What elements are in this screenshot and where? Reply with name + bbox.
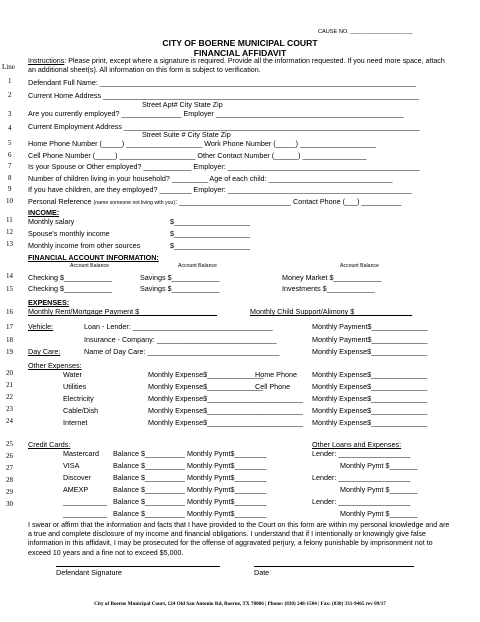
checking-2-field[interactable]: Checking $____________ (28, 284, 112, 293)
spouse-income-field[interactable]: $___________________ (170, 229, 250, 238)
line-number: 19 (6, 348, 13, 356)
monthly-salary-field[interactable]: $___________________ (170, 217, 250, 226)
water-label: Water (63, 370, 82, 379)
other-lender-field[interactable]: Lender: __________________ (312, 473, 411, 482)
personal-reference-blank: : ____________________________ Contact Phone (___) __________ (175, 197, 402, 206)
instructions-label: Instructions (28, 57, 65, 65)
account-balance-label: Account Balance (178, 263, 217, 269)
signature-line[interactable] (56, 566, 220, 567)
instructions-text: : Please print, except where a signature is required. Provide all the information requested. If you need more space, attach an additional sheet(s). All information on this form is subject to verification. (28, 57, 445, 75)
other-expense-name-field[interactable]: ____________ (255, 394, 303, 403)
mortgage-field[interactable]: Monthly Rent/Mortgage Payment $ ___________________ (28, 307, 218, 316)
other-expense-field[interactable]: Monthly Expense$______________ (312, 418, 428, 427)
cause-number[interactable]: CAUSE NO. ____________________ (318, 29, 413, 35)
account-balance-label: Account Balance (70, 263, 109, 269)
internet-label: Internet (63, 418, 88, 427)
employment-status-field[interactable]: Are you currently employed? _______________ Employer _______________________________________________ (28, 109, 404, 118)
card-balance-payment-field[interactable]: Balance $__________ Monthly Pymt$________ (113, 449, 267, 458)
home-address-field[interactable]: Current Home Address _______________________________________________________________________________ (28, 91, 419, 100)
line-number: 4 (8, 124, 12, 132)
other-lender-payment-field[interactable]: Monthly Pymt $_______ (340, 509, 418, 518)
line-number: 28 (6, 476, 13, 484)
personal-reference-label: Personal Reference (28, 197, 94, 206)
day-care-expense-field[interactable]: Monthly Expense$______________ (312, 347, 428, 356)
footer-contact: City of Boerne Municipal Court, 124 Old San Antonio Rd, Boerne, TX 78006 | Phone: (830) 248-1504 | Fax: (830) 331-9465 rev 09/17 (94, 601, 386, 607)
line-number: 25 (6, 440, 13, 448)
line-number: 3 (8, 110, 12, 118)
employment-address-sublabels: Street Suite # City State Zip (142, 130, 231, 139)
other-expense-name-field[interactable]: ____________ (255, 418, 303, 427)
line-number: 1 (8, 77, 12, 85)
line-number: 6 (8, 151, 12, 159)
other-expense-name-field[interactable]: ____________ (255, 406, 303, 415)
other-expense-field[interactable]: Monthly Expense$______________ (312, 394, 428, 403)
cell-phone-expense-field[interactable]: Monthly Expense$______________ (312, 382, 428, 391)
line-number: 24 (6, 417, 13, 425)
money-market-field[interactable]: Money Market $____________ (282, 273, 382, 282)
line-number: 9 (8, 185, 12, 193)
day-care-name-field[interactable]: Name of Day Care: _________________________________ (84, 347, 280, 356)
line-number: 7 (8, 162, 12, 170)
spouse-income-label: Spouse's monthly income (28, 229, 110, 238)
credit-cards-label: Credit Cards: (28, 440, 71, 449)
line-number: 10 (6, 197, 13, 205)
other-loans-label: Other Loans and Expenses: (312, 440, 402, 449)
other-lender-payment-field[interactable]: Monthly Pymt $_______ (340, 461, 418, 470)
insurance-payment-field[interactable]: Monthly Payment$______________ (312, 335, 428, 344)
line-number: 13 (6, 240, 13, 248)
phone-numbers-field[interactable]: Home Phone Number (_____) ___________________ Work Phone Number (_____) ___________________ (28, 139, 376, 148)
savings-2-field[interactable]: Savings $____________ (140, 284, 220, 293)
line-number: 12 (6, 228, 13, 236)
line-number: 26 (6, 452, 13, 460)
employment-address-field[interactable]: Current Employment Address __________________________________________________________________________ (28, 122, 420, 131)
line-number: 11 (6, 216, 13, 224)
affirmation-statement: I swear or affirm that the information and facts that I have provided to the Court on this form are within my personal knowledge and are a true and complete disclosure of my income and financial obligations. I understand that if I intentionally or knowingly give false information in this affidavit, I may be prosecuted for the offense of aggravated perjury, a felony punishable by imprisonment not to exceed 10 years and a fine not to exceed $5,000. (28, 521, 450, 557)
other-card-name-field[interactable]: ___________ (63, 509, 107, 518)
cable-dish-label: Cable/Dish (63, 406, 99, 415)
line-column-header: Line (2, 63, 15, 71)
other-income-field[interactable]: $___________________ (170, 241, 250, 250)
day-care-label: Day Care: (28, 347, 61, 356)
line-number: 17 (6, 323, 13, 331)
line-number: 2 (8, 91, 12, 99)
line-number: 27 (6, 464, 13, 472)
line-number: 21 (6, 381, 13, 389)
line-number: 15 (6, 285, 13, 293)
personal-reference-field[interactable] (28, 197, 401, 206)
electricity-label: Electricity (63, 394, 94, 403)
other-lender-field[interactable]: Lender: __________________ (312, 497, 411, 506)
amex-label: AMEXP (63, 485, 89, 494)
line-number: 30 (6, 500, 13, 508)
home-phone-expense-field[interactable]: Monthly Expense$______________ (312, 370, 428, 379)
line-number: 5 (8, 139, 12, 147)
children-employed-field[interactable]: If you have children, are they employed? ________ Employer: ______________________________________________ (28, 185, 412, 194)
other-income-label: Monthly income from other sources (28, 241, 141, 250)
line-number: 29 (6, 488, 13, 496)
line-number: 14 (6, 272, 13, 280)
vehicle-label: Vehicle: (28, 322, 54, 331)
form-title: CITY OF BOERNE MUNICIPAL COURT (162, 38, 318, 48)
line-number: 23 (6, 405, 13, 413)
other-lender-field[interactable]: Lender: __________________ (312, 449, 411, 458)
income-heading: INCOME: (28, 208, 60, 217)
home-phone-label: Home Phone (255, 370, 297, 379)
discover-label: Discover (63, 473, 91, 482)
utilities-label: Utilities (63, 382, 87, 391)
water-expense-field[interactable]: Monthly Expense$______________ (148, 370, 264, 379)
line-number: 18 (6, 336, 13, 344)
electricity-expense-field[interactable]: Monthly Expense$______________ (148, 394, 264, 403)
line-number: 16 (6, 308, 13, 316)
other-card-name-field[interactable]: ___________ (63, 497, 107, 506)
card-balance-payment-field[interactable]: Balance $__________ Monthly Pymt$________ (113, 497, 267, 506)
card-balance-payment-field[interactable]: Balance $__________ Monthly Pymt$________ (113, 485, 267, 494)
line-number: 20 (6, 369, 13, 377)
card-balance-payment-field[interactable]: Balance $__________ Monthly Pymt$________ (113, 461, 267, 470)
card-balance-payment-field[interactable]: Balance $__________ Monthly Pymt$________ (113, 473, 267, 482)
financial-heading: FINANCIAL ACCOUNT INFORMATION: (28, 253, 159, 262)
line-number: 8 (8, 174, 12, 182)
mastercard-label: Mastercard (63, 449, 99, 458)
defendant-signature-label: Defendant Signature (56, 568, 122, 577)
line-number: 22 (6, 393, 13, 401)
savings-1-field[interactable]: Savings $____________ (140, 273, 220, 282)
insurance-company-field[interactable]: Insurance - Company: ______________________________ (84, 335, 277, 344)
cable-expense-field[interactable]: Monthly Expense$______________ (148, 406, 264, 415)
cell-phone-label: Cell Phone (255, 382, 291, 391)
investments-field[interactable]: Investments $____________ (282, 284, 375, 293)
cell-contact-field[interactable]: Cell Phone Number (_____) ___________________ Other Contact Number (______) ________________ (28, 151, 367, 160)
instructions (28, 57, 450, 75)
expenses-heading: EXPENSES: (28, 298, 70, 307)
date-label: Date (254, 568, 270, 577)
loan-payment-field[interactable]: Monthly Payment$______________ (312, 322, 428, 331)
form-subtitle: FINANCIAL AFFIDAVIT (193, 48, 287, 58)
internet-expense-field[interactable]: Monthly Expense$______________ (148, 418, 264, 427)
defendant-name-field[interactable]: Defendant Full Name: _______________________________________________________________________________ (28, 78, 416, 87)
checking-1-field[interactable]: Checking $____________ (28, 273, 112, 282)
children-count-field[interactable]: Number of children living in your household? _________ Age of each child: _______________________________ (28, 174, 393, 183)
personal-reference-note: (name someone not living with you) (93, 200, 176, 206)
loan-lender-field[interactable]: Loan - Lender: ___________________________________ (84, 322, 273, 331)
spouse-employment-field[interactable]: Is your Spouse or Other employed? ____________ Employer: ________________________________________________ (28, 162, 420, 171)
other-expenses-label: Other Expenses: (28, 361, 82, 370)
account-balance-label: Account Balance (340, 263, 379, 269)
visa-label: VISA (63, 461, 80, 470)
child-support-field[interactable]: Monthly Child Support/Alimony $ ______________ (250, 307, 413, 316)
other-lender-payment-field[interactable]: Monthly Pymt $_______ (340, 485, 418, 494)
utilities-expense-field[interactable]: Monthly Expense$______________ (148, 382, 264, 391)
other-expense-field[interactable]: Monthly Expense$______________ (312, 406, 428, 415)
monthly-salary-label: Monthly salary (28, 217, 75, 226)
home-address-sublabels: Street Apt# City State Zip (142, 100, 223, 109)
date-line[interactable] (254, 566, 414, 567)
card-balance-payment-field[interactable]: Balance $__________ Monthly Pymt$________ (113, 509, 267, 518)
